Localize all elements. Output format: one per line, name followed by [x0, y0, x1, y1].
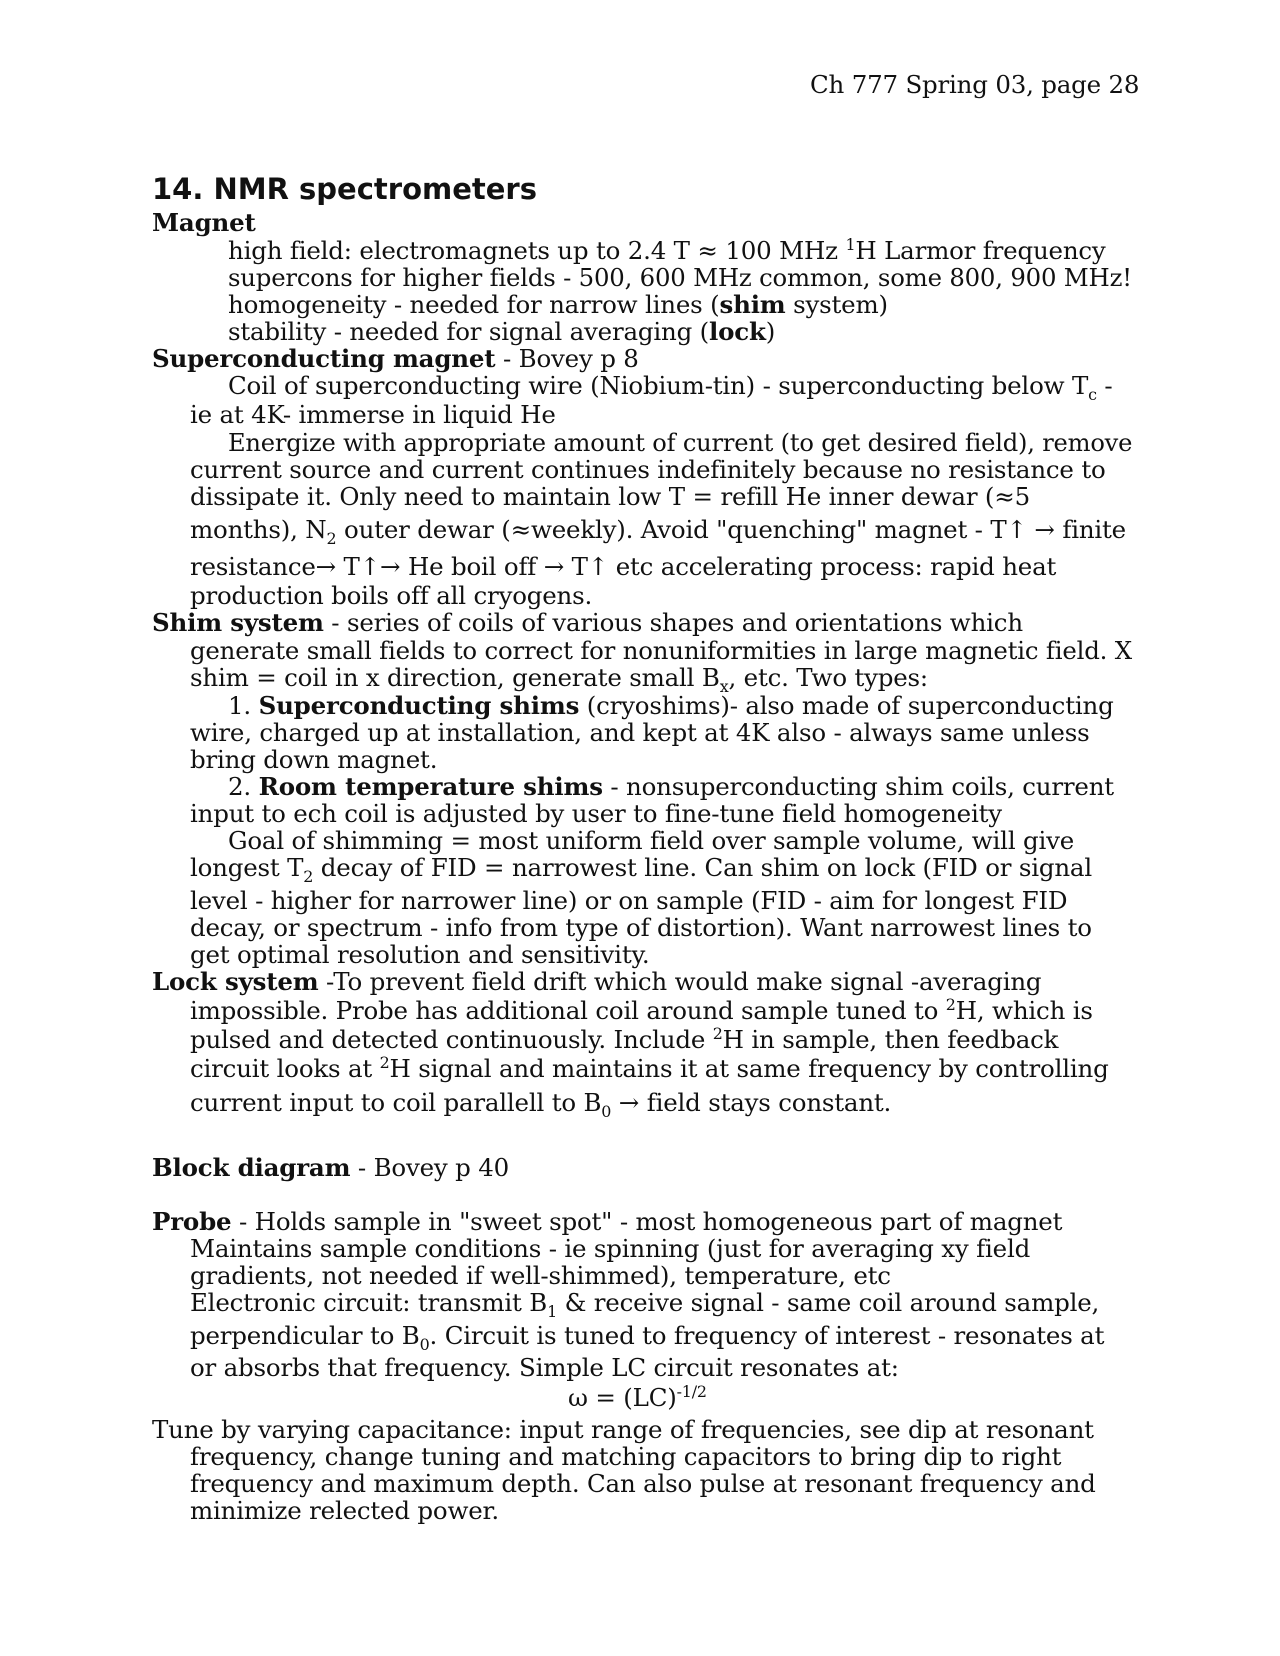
lock-heading-line: Lock system -To prevent field drift which would make signal -averaging [152, 967, 1042, 996]
probe-heading-line: Probe - Holds sample in "sweet spot" - most homogeneous part of magnet [152, 1207, 1063, 1236]
magnet-line-1: high field: electromagnets up to 2.4 T ≈ 100 MHz $^1$H Larmor frequency [228, 234, 1106, 265]
probe-line-4: Electronic circuit: transmit $B_1$ & receive signal - same coil around sample, [190, 1288, 1100, 1321]
shim-item-1-line-3: bring down magnet. [190, 745, 438, 774]
supercon-line-5: dissipate it. Only need to maintain low T = refill He inner dewar (≈5 [190, 482, 1030, 511]
shim-item-2: 2. Room temperature shims - nonsuperconducting shim coils, current [228, 772, 1114, 801]
block-diagram-line: Block diagram - Bovey p 40 [152, 1153, 509, 1182]
magnet-heading: Magnet [152, 208, 256, 237]
tune-line-3: frequency and maximum depth. Can also pulse at resonant frequency and [190, 1469, 1096, 1498]
probe-line-5: perpendicular to $B_0$. Circuit is tuned to frequency of interest - resonates at [190, 1321, 1105, 1354]
shim-goal-line-2: longest $T_2$ decay of FID = narrowest line. Can shim on lock (FID or signal [190, 853, 1092, 886]
supercon-line-8: production boils off all cryogens. [190, 581, 593, 610]
probe-line-3: gradients, not needed if well-shimmed), temperature, etc [190, 1261, 891, 1290]
shim-line-2: generate small fields to correct for nonuniformities in large magnetic field. X [190, 636, 1132, 665]
section-title: 14. NMR spectrometers [152, 172, 537, 206]
shim-goal-line-3: level - higher for narrower line) or on sample (FID - aim for longest FID [190, 886, 1068, 915]
tune-line-1: Tune by varying capacitance: input range of frequencies, see dip at resonant [152, 1415, 1094, 1444]
supercon-line-2: ie at 4K- immerse in liquid He [190, 400, 556, 429]
shim-item-1: 1. Superconducting shims (cryoshims)- also made of superconducting [228, 691, 1114, 720]
probe-line-2: Maintains sample conditions - ie spinning (just for averaging xy field [190, 1234, 1031, 1263]
supercon-line-1: Coil of superconducting wire (Niobium-tin) - superconducting below $T_c$ - [228, 371, 1113, 404]
lock-line-5: current input to coil parallell to $B_0$ → field stays constant. [190, 1088, 892, 1121]
shim-goal-line-4: decay, or spectrum - info from type of distortion). Want narrowest lines to [190, 913, 1092, 942]
supercon-line-6: months), $N_2$ outer dewar (≈weekly). Avoid "quenching" magnet - T↑ → finite [190, 515, 1126, 548]
supercon-heading-line: Superconducting magnet - Bovey p 8 [152, 344, 639, 373]
tune-line-2: frequency, change tuning and matching capacitors to bring dip to right [190, 1442, 1062, 1471]
supercon-line-4: current source and current continues indefinitely because no resistance to [190, 455, 1106, 484]
lock-line-3: pulsed and detected continuously. Include $^2$H in sample, then feedback [190, 1023, 1059, 1054]
shim-item-1-line-2: wire, charged up at installation, and kept at 4K also - always same unless [190, 718, 1090, 747]
supercon-line-3: Energize with appropriate amount of current (to get desired field), remove [228, 428, 1133, 457]
supercon-line-7: resistance→ T↑→ He boil off → T↑ etc accelerating process: rapid heat [190, 552, 1057, 581]
shim-heading-line: Shim system - series of coils of various shapes and orientations which [152, 608, 1023, 637]
shim-line-3: shim = coil in x direction, generate small $B_x$, etc. Two types: [190, 663, 928, 696]
shim-goal-line-5: get optimal resolution and sensitivity. [190, 940, 650, 969]
magnet-line-4: stability - needed for signal averaging (lock) [228, 317, 776, 346]
resonance-equation: ω = (LC)$^{-1/2}$ [568, 1381, 707, 1412]
tune-line-4: minimize relected power. [190, 1496, 499, 1525]
shim-goal-line-1: Goal of shimming = most uniform field over sample volume, will give [228, 826, 1075, 855]
probe-line-6: or absorbs that frequency. Simple LC circuit resonates at: [190, 1353, 899, 1382]
lock-line-2: impossible. Probe has additional coil around sample tuned to $^2$H, which is [190, 994, 1093, 1025]
page-header: Ch 777 Spring 03, page 28 [810, 70, 1140, 99]
magnet-line-2: supercons for higher fields - 500, 600 MHz common, some 800, 900 MHz! [228, 263, 1132, 292]
magnet-line-3: homogeneity - needed for narrow lines (shim system) [228, 290, 888, 319]
shim-item-2-line-2: input to ech coil is adjusted by user to fine-tune field homogeneity [190, 799, 1002, 828]
lock-line-4: circuit looks at $^2$H signal and maintains it at same frequency by controlling [190, 1052, 1109, 1083]
